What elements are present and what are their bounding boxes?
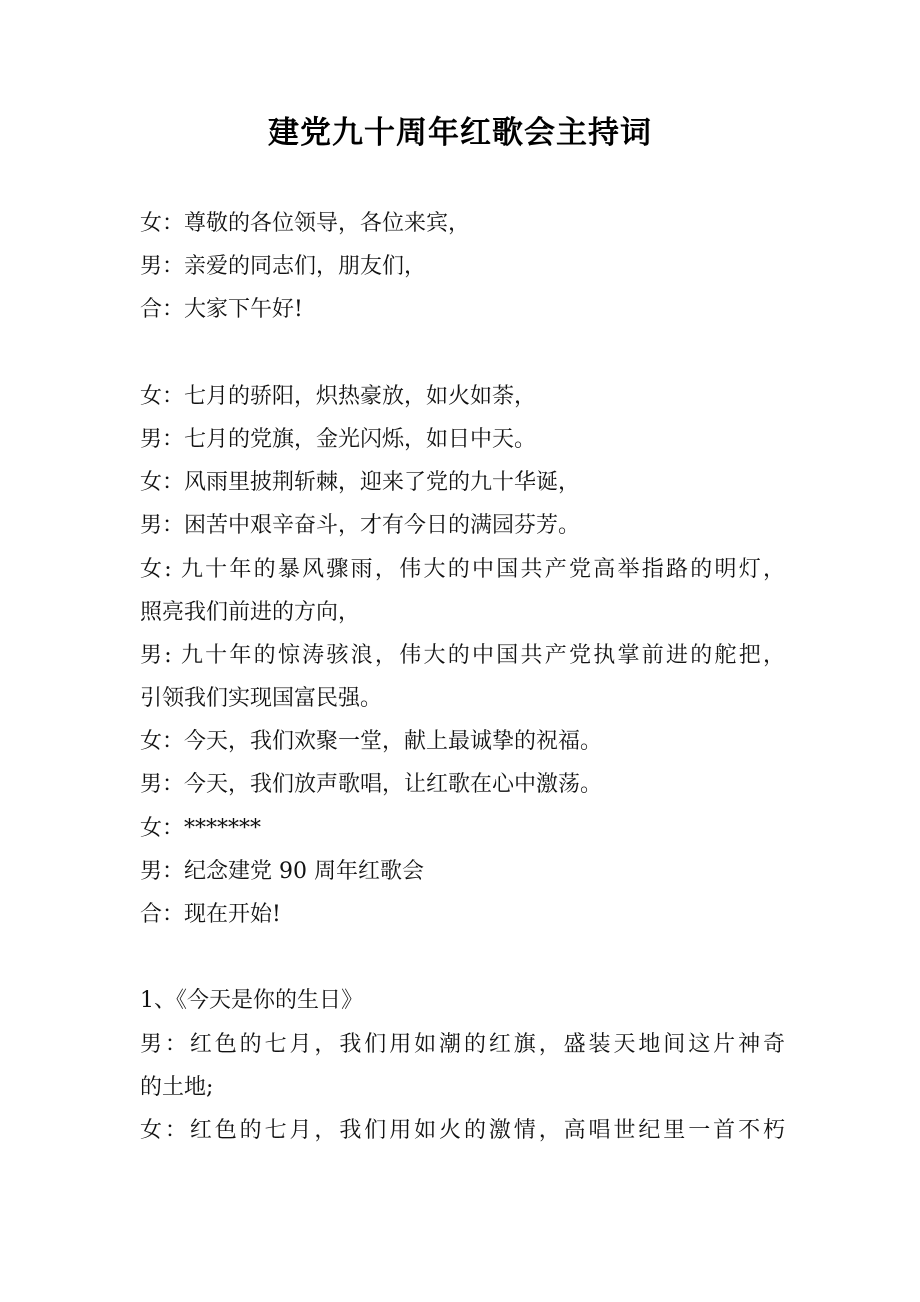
blank-line bbox=[140, 936, 785, 979]
document-body bbox=[140, 202, 785, 1152]
text-line: 男：红色的七月，我们用如潮的红旗，盛装天地间这片神奇 bbox=[140, 1031, 785, 1057]
text-line: 照亮我们前进的方向， bbox=[140, 599, 361, 625]
section-heading: 1、《今天是你的生日》 bbox=[140, 988, 363, 1014]
text-line: 女：今天，我们欢聚一堂，献上最诚挚的祝福。 bbox=[140, 729, 603, 755]
text-line: 合：大家下午好! bbox=[140, 297, 303, 323]
text-line: 女: 九十年的暴风骤雨，伟大的中国共产党高举指路的明灯， bbox=[140, 556, 785, 582]
text-line: 引领我们实现国富民强。 bbox=[140, 686, 383, 712]
text-line: 女：******* bbox=[140, 815, 262, 841]
text-line: 男：困苦中艰辛奋斗，才有今日的满园芬芳。 bbox=[140, 513, 581, 539]
text-line: 女：红色的七月，我们用如火的激情，高唱世纪里一首不朽 bbox=[140, 1117, 785, 1143]
document-title: 建党九十周年红歌会主持词 bbox=[268, 115, 652, 151]
text-line: 的土地; bbox=[140, 1074, 214, 1100]
text-line: 男：七月的党旗，金光闪烁，如日中天。 bbox=[140, 426, 537, 452]
text-line: 男: 九十年的惊涛骇浪，伟大的中国共产党执掌前进的舵把， bbox=[140, 642, 785, 668]
text-line: 女：风雨里披荆斩棘，迎来了党的九十华诞， bbox=[140, 470, 581, 496]
text-line: 男：纪念建党 90 周年红歌会 bbox=[140, 858, 424, 884]
text-line: 男：今天，我们放声歌唱，让红歌在心中激荡。 bbox=[140, 772, 603, 798]
text-line: 男：亲爱的同志们，朋友们， bbox=[140, 254, 427, 280]
text-line: 合：现在开始! bbox=[140, 902, 281, 927]
blank-line bbox=[140, 332, 785, 375]
text-line: 女：七月的骄阳，炽热豪放，如火如荼， bbox=[140, 383, 537, 409]
text-line: 女：尊敬的各位领导，各位来宾， bbox=[140, 211, 471, 236]
